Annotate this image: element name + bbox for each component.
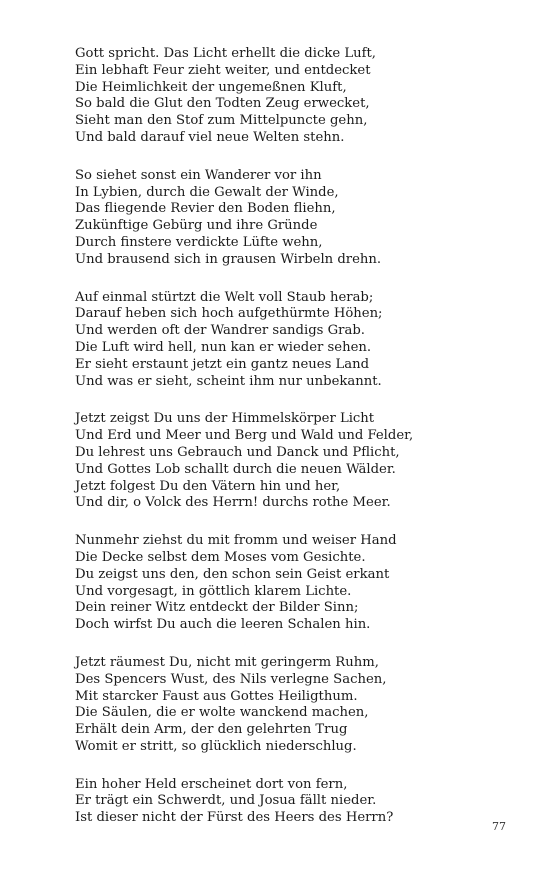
poem-line: Darauf heben sich hoch aufgethürmte Höhen; (75, 306, 383, 322)
poem-line: Erhält dein Arm, der den gelehrten Trug (75, 722, 348, 738)
poem-line: Durch finstere verdickte Lüfte wehn, (75, 234, 323, 250)
poem-line: Nunmehr ziehst du mit fromm und weiser Hand (75, 533, 397, 549)
poem-line: Und Gottes Lob schallt durch die neuen Wälder. (75, 461, 396, 477)
poem-line: Die Decke selbst dem Moses vom Gesichte. (75, 549, 366, 565)
poem-line: Womit er stritt, so glücklich niederschlug. (75, 738, 357, 754)
poem-line: Und werden oft der Wandrer sandigs Grab. (75, 323, 365, 339)
stanza (75, 777, 495, 827)
poem-line: Und was er sieht, scheint ihm nur unbekannt. (75, 373, 382, 389)
poem-line: Doch wirfst Du auch die leeren Schalen hin. (75, 617, 371, 633)
stanza (75, 411, 495, 512)
poem-line: Jetzt räumest Du, nicht mit geringerm Ruhm, (75, 654, 379, 670)
poem-line: Er trägt ein Schwerdt, und Josua fällt nieder. (75, 793, 377, 809)
stanza (75, 655, 495, 756)
poem-line: Sieht man den Stof zum Mittelpuncte gehn, (75, 113, 368, 129)
poem-line: Ist dieser nicht der Fürst des Heers des Herrn? (75, 810, 394, 826)
poem-line: Jetzt zeigst Du uns der Himmelskörper Licht (75, 411, 375, 427)
poem-line: Dein reiner Witz entdeckt der Bilder Sinn; (75, 600, 359, 616)
poem-line: So bald die Glut den Todten Zeug erwecket, (75, 96, 370, 112)
poem-line: Und brausend sich in grausen Wirbeln drehn. (75, 251, 382, 267)
poem-line: Ein lebhaft Feur zieht weiter, und entdecket (75, 62, 371, 78)
page-number: 77 (492, 820, 506, 833)
stanza (75, 46, 495, 147)
poem-line: In Lybien, durch die Gewalt der Winde, (75, 184, 339, 200)
poem-line: Du lehrest uns Gebrauch und Danck und Pflicht, (75, 444, 400, 460)
poem-line: Das fliegende Revier den Boden fliehn, (75, 201, 336, 217)
poem-line: Und dir, o Volck des Herrn! durchs rothe Meer. (75, 495, 391, 511)
poem-line: Des Spencers Wust, des Nils verlegne Sachen, (75, 671, 387, 687)
poem-line: Jetzt folgest Du den Vätern hin und her, (75, 478, 341, 494)
poem-line: Ein hoher Held erscheinet dort von fern, (75, 776, 348, 792)
poem-line: Und vorgesagt, in göttlich klarem Lichte. (75, 583, 352, 599)
poem-line: Und Erd und Meer und Berg und Wald und Felder, (75, 428, 414, 444)
poem-line: Die Luft wird hell, nun kan er wieder sehen. (75, 339, 372, 355)
poem-line: Er sieht erstaunt jetzt ein gantz neues Land (75, 356, 370, 372)
poem-line: Mit starcker Faust aus Gottes Heiligthum. (75, 688, 358, 704)
poem-line: Zukünftige Gebürg und ihre Gründe (75, 218, 318, 234)
stanza (75, 290, 495, 391)
poem-line: Du zeigst uns den, den schon sein Geist erkant (75, 566, 390, 582)
stanza (75, 168, 495, 269)
poem-text (75, 46, 495, 848)
poem-line: Gott spricht. Das Licht erhellt die dicke Luft, (75, 46, 376, 61)
poem-line: Auf einmal stürtzt die Welt voll Staub herab; (75, 289, 374, 305)
poem-line: So siehet sonst ein Wanderer vor ihn (75, 167, 322, 183)
poem-line: Die Säulen, die er wolte wanckend machen, (75, 705, 369, 721)
poem-line: Und bald darauf viel neue Welten stehn. (75, 129, 345, 145)
stanza (75, 533, 495, 634)
poem-line: Die Heimlichkeit der ungemeßnen Kluft, (75, 79, 347, 95)
